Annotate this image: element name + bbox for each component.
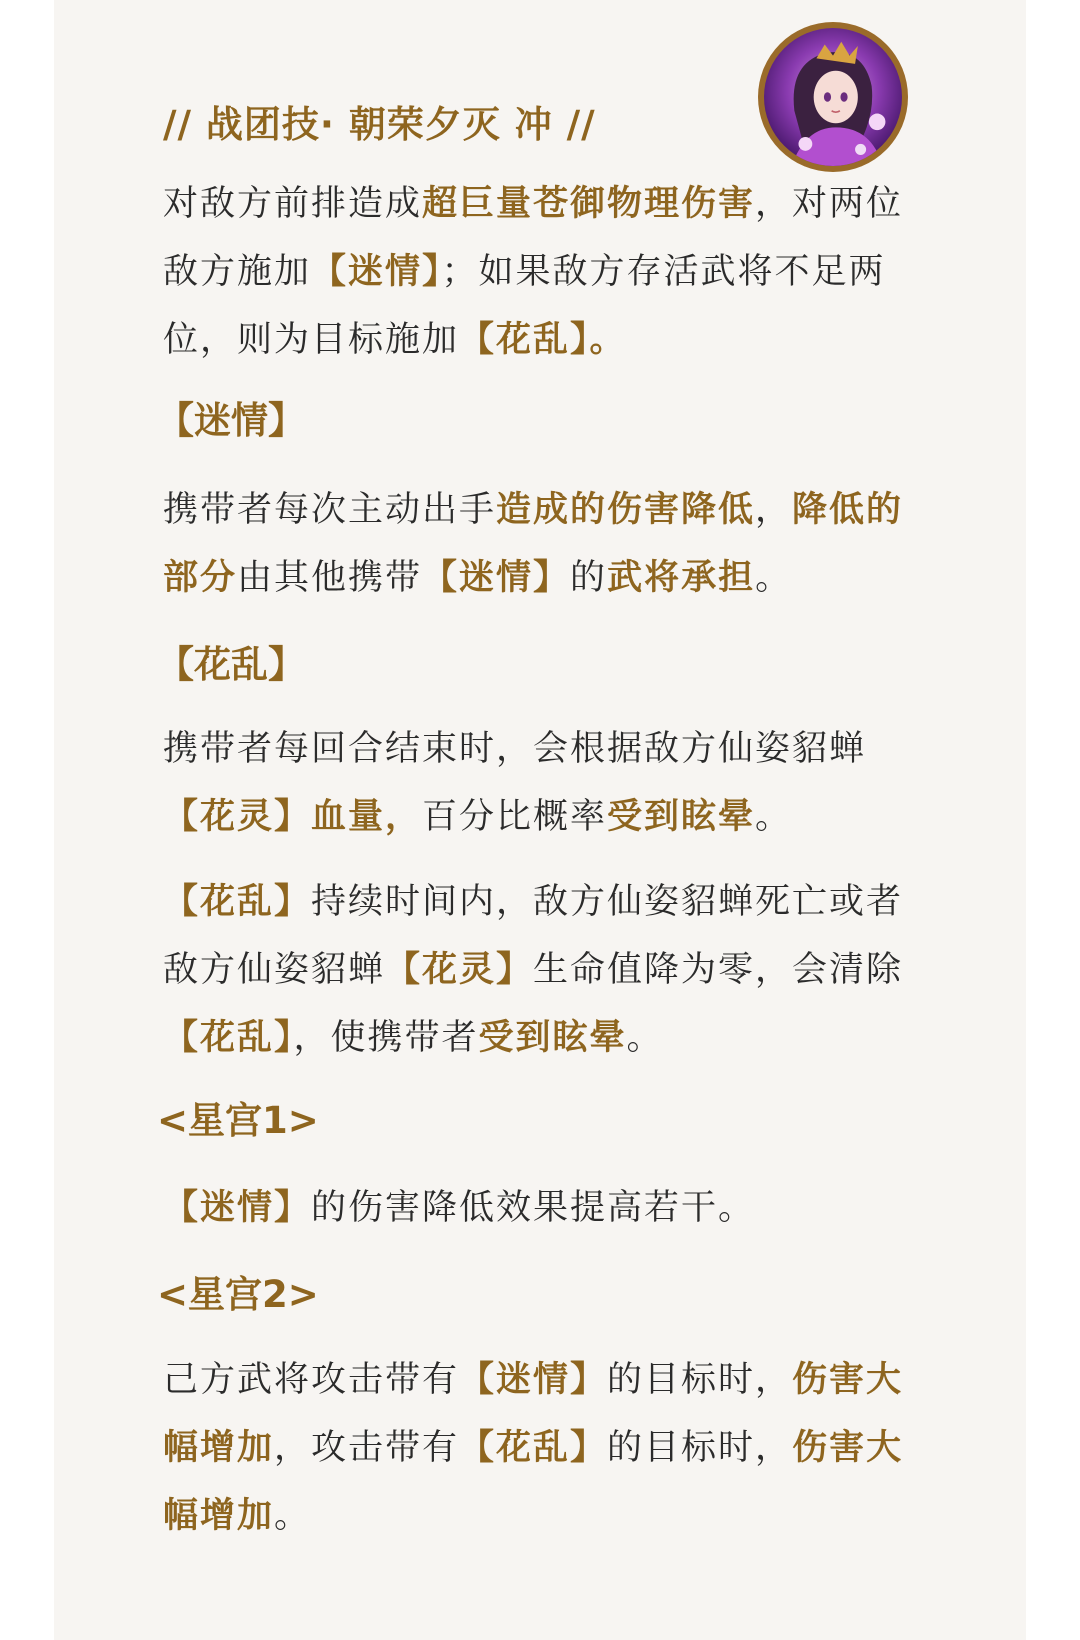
skill-title: // 战团技· 朝荣夕灭 冲 // <box>163 103 596 146</box>
heading-hua-luan: 【花乱】 <box>157 643 305 686</box>
desc-highlight: 【花灵】血量， <box>163 797 423 837</box>
desc-highlight: 【花乱】。 <box>459 320 627 360</box>
desc-highlight: 【花乱】 <box>459 1428 608 1468</box>
desc-text: 对敌方前排造成 <box>163 184 423 224</box>
desc-text: 。 <box>626 1018 664 1058</box>
desc-text: 百分比概率 <box>422 797 608 837</box>
desc-text: 己方武将攻击带有 <box>163 1360 460 1400</box>
desc-highlight: 受到眩晕 <box>607 797 756 837</box>
desc-highlight: 【迷情】 <box>459 1360 608 1400</box>
desc-text: 。 <box>755 558 793 598</box>
desc-highlight: 超巨量苍御物理伤害 <box>422 184 756 224</box>
desc-text: ，攻击带有 <box>274 1428 460 1468</box>
desc-highlight: 武将承担 <box>607 558 756 598</box>
desc-text: 的目标时， <box>607 1428 793 1468</box>
desc-text: 持续时间内，敌方仙姿貂蝉死亡或者敌方仙姿貂蝉 <box>163 882 904 990</box>
desc-text: 携带者每次主动出手 <box>163 490 497 530</box>
desc-text: 。 <box>274 1496 312 1536</box>
skill-description <box>163 170 925 374</box>
heading-star-palace-1: <星宫1> <box>157 1099 319 1142</box>
hua-luan-description <box>163 715 925 851</box>
desc-highlight: 【迷情】 <box>163 1188 312 1228</box>
desc-highlight: 【花乱】 <box>163 1018 294 1058</box>
star-palace-2-description <box>163 1346 925 1550</box>
desc-text: 。 <box>755 797 793 837</box>
desc-text: ；如果敌方存活武将不足两位，则为目标施加 <box>163 252 886 360</box>
desc-highlight: 受到眩晕 <box>478 1018 627 1058</box>
desc-highlight: 降低的部分 <box>163 490 904 598</box>
desc-highlight: 【花乱】 <box>163 882 312 922</box>
heading-mi-qing: 【迷情】 <box>157 399 305 442</box>
desc-text: 的伤害降低效果提高若干。 <box>311 1188 756 1228</box>
hua-luan-clear-description <box>163 868 925 1072</box>
desc-highlight: 【迷情】 <box>422 558 571 598</box>
star-palace-1-description <box>163 1174 925 1242</box>
heading-star-palace-2: <星宫2> <box>157 1273 319 1316</box>
desc-highlight: 【迷情】 <box>311 252 442 292</box>
desc-text: ，对两位敌方施加 <box>163 184 904 292</box>
desc-text: ， <box>755 490 793 530</box>
desc-highlight: 【花灵】 <box>385 950 534 990</box>
character-portrait-image <box>764 28 902 166</box>
desc-highlight: 造成的伤害降低 <box>496 490 756 530</box>
desc-text: ，使携带者 <box>293 1018 479 1058</box>
character-avatar <box>758 22 908 172</box>
desc-text: 的 <box>570 558 608 598</box>
mi-qing-description <box>163 476 925 612</box>
desc-highlight: 伤害大幅增加 <box>163 1428 904 1536</box>
desc-text: 的目标时， <box>607 1360 793 1400</box>
desc-text: 生命值降为零，会清除 <box>533 950 904 990</box>
desc-text: 携带者每回合结束时，会根据敌方仙姿貂蝉 <box>163 729 867 769</box>
desc-highlight: 伤害大幅增加 <box>163 1360 904 1468</box>
desc-text: 由其他携带 <box>237 558 423 598</box>
